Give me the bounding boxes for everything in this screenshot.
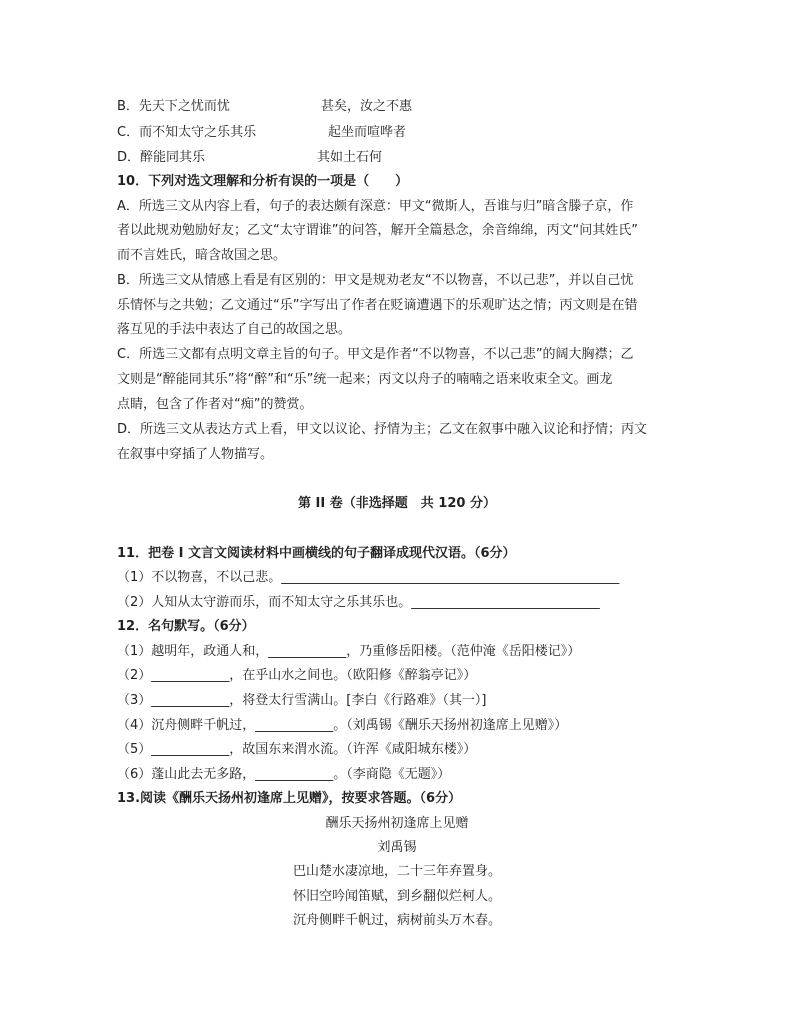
poem-line: 沉舟侧畔千帆过，病树前头万木春。 — [292, 913, 501, 928]
q10-line: D．所选三文从表达方式上看，甲文以议论、抒情为主；乙文在叙事中融入议论和抒情；丙文 — [117, 422, 648, 437]
q12-line: （3）____________，将登太行雪满山。[李白《行路难》（其一）] — [117, 693, 487, 708]
q10-line: 而不言姓氏，暗含故国之思。 — [117, 248, 287, 263]
q11-line: （1）不以物喜，不以己悲。____________________________________________________ — [117, 570, 620, 585]
q10-line: 落互见的手法中表达了自己的故国之思。 — [117, 322, 352, 337]
q10-line: 文则是“醉能同其乐”将“醉”和“乐”统一起来；丙文以舟子的喃喃之语来收束全文。画龙 — [117, 372, 613, 387]
question-12-title: 12．名句默写。（6分） — [117, 619, 255, 634]
poem-line: 巴山楚水凄凉地，二十三年弃置身。 — [292, 864, 501, 879]
option-b-left: B．先天下之忧而忧 — [117, 99, 230, 114]
q10-line: A．所选三文从内容上看，句子的表达颇有深意：甲文“微斯人，吾谁与归”暗含滕子京，作 — [117, 199, 634, 214]
q12-line: （1）越明年，政通人和，____________，乃重修岳阳楼。（范仲淹《岳阳楼记》） — [117, 644, 581, 659]
option-b-right: 甚矣，汝之不惠 — [321, 99, 413, 114]
q12-line: （5）____________，故国东来渭水流。（许浑《咸阳城东楼》） — [117, 742, 477, 757]
poem-author: 刘禹锡 — [377, 840, 417, 855]
question-11-title: 11．把卷 I 文言文阅读材料中画横线的句子翻译成现代汉语。（6分） — [117, 546, 516, 561]
q10-line: C．所选三文都有点明文章主旨的句子。甲文是作者“不以物喜，不以己悲”的阔大胸襟；乙 — [117, 347, 634, 362]
poem-title: 酬乐天扬州初逢席上见赠 — [325, 816, 469, 831]
q10-line: B．所选三文从情感上看是有区别的：甲文是规劝老友“不以物喜，不以己悲”，并以自己忧 — [117, 273, 634, 288]
q11-line: （2）人知从太守游而乐，而不知太守之乐其乐也。_____________________________ — [117, 595, 600, 610]
q10-line: 者以此规劝勉励好友；乙文“太守谓谁”的问答，解开全篇悬念，余音绵绵，丙文“问其姓氏” — [117, 223, 638, 238]
q12-line: （4）沉舟侧畔千帆过，____________。（刘禹锡《酬乐天扬州初逢席上见赠》） — [117, 718, 568, 733]
question-10-title: 10．下列对选文理解和分析有误的一项是（ ） — [117, 174, 409, 189]
poem-line: 怀旧空吟闻笛赋，到乡翻似烂柯人。 — [292, 889, 501, 904]
q10-line: 点睛，包含了作者对“痴”的赞赏。 — [117, 397, 313, 412]
question-13-title: 13.阅读《酬乐天扬州初逢席上见赠》，按要求答题。（6分） — [117, 791, 462, 806]
option-c-right: 起坐而喧哗者 — [328, 125, 407, 140]
q10-line: 乐情怀与之共勉；乙文通过“乐”字写出了作者在贬谪遭遇下的乐观旷达之情；丙文则是在错 — [117, 298, 638, 313]
option-d-right: 其如土石何 — [317, 150, 383, 165]
option-c-left: C．而不知太守之乐其乐 — [117, 125, 257, 140]
q10-line: 在叙事中穿插了人物描写。 — [117, 447, 274, 462]
q12-line: （6）蓬山此去无多路，____________。（李商隐《无题》） — [117, 767, 451, 782]
q12-line: （2）____________，在乎山水之间也。（欧阳修《醉翁亭记》） — [117, 668, 477, 683]
section-title: 第 II 卷（非选择题 共 120 分） — [298, 496, 496, 511]
option-d-left: D．醉能同其乐 — [117, 150, 206, 165]
